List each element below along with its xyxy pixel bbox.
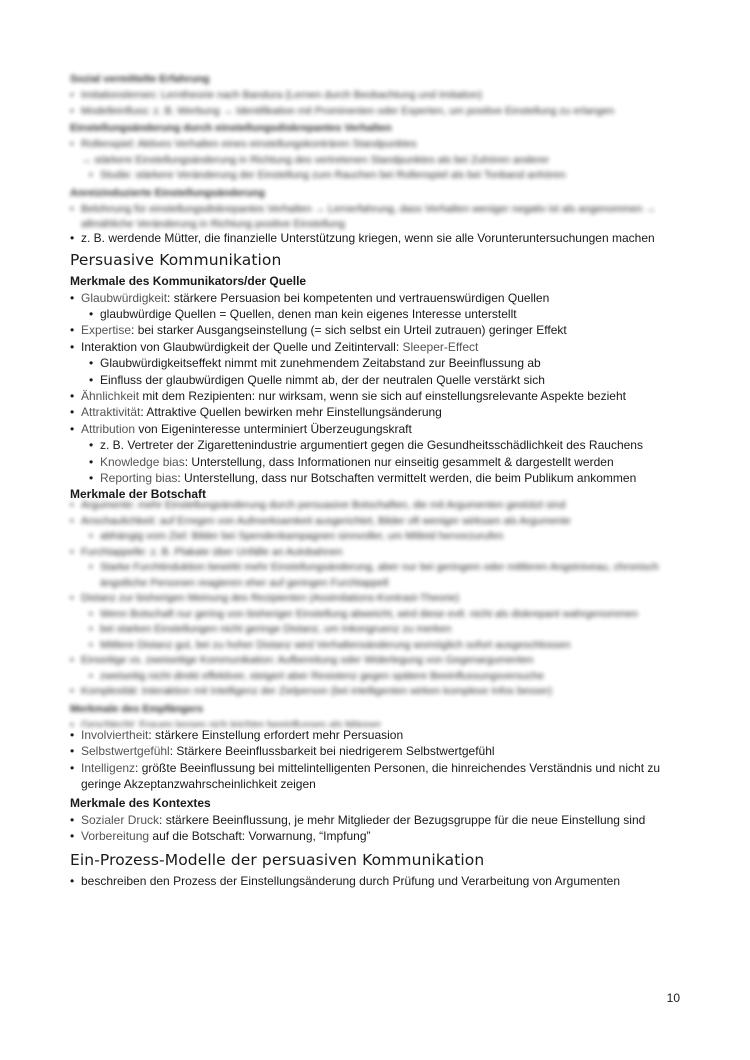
communicator-term: Glaubwürdigkeit <box>81 290 168 305</box>
communicator-text: Glaubwürdigkeitseffekt nimmt mit zunehmendem Zeitabstand zur Beeinflussung ab <box>100 356 541 371</box>
recipient-text: : Stärkere Beeinflussbarkeit bei niedrigerem Selbstwertgefühl <box>169 744 495 759</box>
communicator-heading: Merkmale des Kommunikators/der Quelle <box>70 273 307 288</box>
blurred-middle-bullet: • abhängig vom Ziel: Bilder bei Spendenkampagnen sinnvoller, um Mitleid hervorzurufen <box>70 529 682 545</box>
page-number: 10 <box>666 991 680 1005</box>
recipient-term: Involviertheit <box>81 727 149 742</box>
blurred-middle-bullet: • zweiseitig nicht direkt effektiver, steigert aber Resistenz gegen spätere Beeinflussungsversuche <box>70 669 682 685</box>
communicator-text: glaubwürdige Quellen = Quellen, denen man kein eigenes Interesse unterstellt <box>100 306 517 321</box>
communicator-item <box>70 355 682 371</box>
communicator-item <box>70 437 682 453</box>
blurred-middle-bullet: • Mittlere Distanz gut, bei zu hoher Distanz wird Verhaltensänderung womöglich sofort ausgeschlossen <box>70 638 682 654</box>
communicator-suffix-term: Sleeper-Effect <box>402 339 479 354</box>
communicator-text: : bei starker Ausgangseinstellung (= sich selbst ein Urteil zutrauen) geringer Effekt <box>131 323 567 338</box>
recipient-text: : stärkere Einstellung erfordert mehr Persuasion <box>148 727 404 742</box>
blurred-middle-bullet: • Furchtappelle: z. B. Plakate über Unfälle an Autobahnen <box>70 545 682 561</box>
context-text: auf die Botschaft: Vorwarnung, “Impfung” <box>149 828 371 843</box>
communicator-item <box>70 372 682 388</box>
context-term: Sozialer Druck <box>81 812 160 827</box>
blurred-middle-bullet: • Wenn Botschaft nur gering von bisheriger Einstellung abweicht, wird diese evtl. nicht als diskrepant wahrgenommen <box>70 607 682 623</box>
blurred-top-bullet: • Rollenspiel: Aktives Verhalten eines einstellungskonträren Standpunktes <box>70 137 682 153</box>
recipient-item <box>70 727 682 743</box>
blurred-middle-bullet: • Distanz zur bisherigen Meinung des Rezipienten (Assimilations-Kontrast-Theorie) <box>70 591 682 607</box>
communicator-term: Attraktivität <box>81 405 141 420</box>
blurred-middle-bullet: • Starke Furchtinduktion bewirkt mehr Einstellungsänderung, aber nur bei geringem oder mittleren Angstniveau, chronisch ängstliche Personen reagieren eher auf geringen Furchtappell <box>70 560 682 591</box>
communicator-text: Einfluss der glaubwürdigen Quelle nimmt ab, der der neutralen Quelle verstärkt sich <box>100 372 545 387</box>
one-process-list <box>70 873 682 889</box>
recipient-list <box>70 727 682 793</box>
communicator-item <box>70 454 682 470</box>
communicator-item <box>70 388 682 404</box>
partial-line-bottom <box>70 718 682 727</box>
communicator-text: von Eigeninteresse unterminiert Überzeugungskraft <box>135 421 412 436</box>
blurred-top-bullet: • Imitationslernen: Lerntheorie nach Bandura (Lernen durch Beobachtung und Imitation) <box>70 88 682 104</box>
context-item <box>70 812 682 828</box>
communicator-item <box>70 306 682 322</box>
communicator-item <box>70 322 682 338</box>
blurred-top-list <box>70 72 682 233</box>
blurred-middle-bullet: • Einseitige vs. zweiseitige Kommunikation: Aufbereitung oder Widerlegung von Gegenargumenten <box>70 653 682 669</box>
communicator-term: Reporting bias <box>100 470 178 485</box>
communicator-item <box>70 290 682 306</box>
message-heading: Merkmale der Botschaft <box>70 487 207 499</box>
blurred-top-section <box>70 72 682 233</box>
blurred-middle-bullet: • Komplexität: Interaktion mit Intelligenz der Zielperson (bei intelligenten wirken komplexe Infos besser) <box>70 684 682 700</box>
communicator-term: Expertise <box>81 323 132 338</box>
blurred-middle-bullet: • Anschaulichkeit: auf Erregen von Aufmerksamkeit ausgerichtet, Bilder oft weniger wirksam als Argumente <box>70 514 682 530</box>
section-title-one-process: Ein-Prozess-Modelle der persuasiven Kommunikation <box>70 851 485 870</box>
communicator-text: mit dem Rezipienten: nur wirksam, wenn sie sich auf einstellungsrelevante Aspekte bezieht <box>139 388 626 403</box>
blurred-middle-list <box>70 498 682 717</box>
blurred-top-heading: Einstellungsänderung durch einstellungsdiskrepantes Verhalten <box>70 122 392 134</box>
communicator-item <box>70 404 682 420</box>
recipient-text: : größte Beeinflussung bei mittelintelligenten Personen, die hinreichendes Verständnis und nicht zu geringe Akzeptanzwahrscheinlichkeit zeigen <box>81 760 661 792</box>
partial-bullet-top: • z. B. werdende Mütter, die finanzielle Unterstützung kriegen, wenn sie alle Vorunteruntersuchungen machen <box>70 233 682 247</box>
blurred-middle-section <box>70 498 682 717</box>
context-heading: Merkmale des Kontextes <box>70 795 211 810</box>
communicator-text: : Attraktive Quellen bewirken mehr Einstellungsänderung <box>140 405 442 420</box>
document-page <box>70 70 682 890</box>
communicator-term: Knowledge bias <box>100 454 185 469</box>
partial-line-top <box>70 233 682 247</box>
blurred-top-bullet: • Belohnung für einstellungsdiskrepantes Verhalten → Lernerfahrung, dass Verhalten weniger negativ ist als angenommen → allmähliche Veränderung in Richtung positive Einstellung <box>70 202 682 233</box>
communicator-text: : stärkere Persuasion bei kompetenten und vertrauenswürdigen Quellen <box>167 290 550 305</box>
communicator-list <box>70 290 682 487</box>
blurred-top-heading: Anreizinduzierte Einstellungsänderung <box>70 186 265 199</box>
blurred-top-bullet: → stärkere Einstellungsänderung in Richtung des vertretenen Standpunktes als bei Zuhören anderer <box>81 153 550 166</box>
communicator-item <box>70 470 682 486</box>
communicator-text: z. B. Vertreter der Zigarettenindustrie argumentiert gegen die Gesundheitsschädlichkeit des Rauchens <box>100 438 643 453</box>
one-process-text: beschreiben den Prozess der Einstellungsänderung durch Prüfung und Verarbeitung von Argumenten <box>81 874 621 889</box>
blurred-top-bullet: • Studie: stärkere Veränderung der Einstellung zum Rauchen bei Rollenspiel als bei Tonband anhören <box>70 168 682 184</box>
one-process-item <box>70 873 682 889</box>
blurred-middle-bullet: • Argumente: mehr Einstellungsänderung durch persuasive Botschaften, die mit Argumenten gestützt sind <box>70 498 682 514</box>
recipient-item <box>70 760 682 793</box>
communicator-term: Ähnlichkeit <box>81 388 140 403</box>
blurred-top-heading: Sozial vermittelte Erfahrung <box>70 73 210 85</box>
blurred-middle-bullet: • bei starken Einstellungen nicht geringe Distanz, um Inkongruenz zu merken <box>70 622 682 638</box>
context-list <box>70 812 682 845</box>
message-heading-clip <box>70 486 682 498</box>
communicator-item <box>70 421 682 437</box>
blurred-middle-heading: Merkmale des Empfängers <box>70 702 204 715</box>
context-item <box>70 828 682 844</box>
recipient-term: Intelligenz <box>81 760 136 775</box>
recipient-item <box>70 743 682 759</box>
communicator-text: : Unterstellung, dass nur Botschaften vermittelt werden, die beim Publikum ankommen <box>177 470 637 485</box>
blurred-top-bullet: • Modelleinfluss: z. B. Werbung → Identifikation mit Prominenten oder Experten, um positive Einstellung zu erlangen <box>70 104 682 120</box>
communicator-term: Attribution <box>81 421 136 436</box>
section-title-persuasive: Persuasive Kommunikation <box>70 250 282 269</box>
recipient-term: Selbstwertgefühl <box>81 744 170 759</box>
communicator-item <box>70 339 682 355</box>
context-text: : stärkere Beeinflussung, je mehr Mitglieder der Bezugsgruppe für die neue Einstellung sind <box>159 812 646 827</box>
communicator-text: Interaktion von Glaubwürdigkeit der Quelle und Zeitintervall: <box>81 339 403 354</box>
partial-bullet-bottom: • Geschlecht: Frauen lassen sich leichter beeinflussen als Männer <box>70 718 682 727</box>
communicator-text: : Unterstellung, dass Informationen nur einseitig gesammelt & dargestellt werden <box>184 454 614 469</box>
context-term: Vorbereitung <box>81 828 150 843</box>
